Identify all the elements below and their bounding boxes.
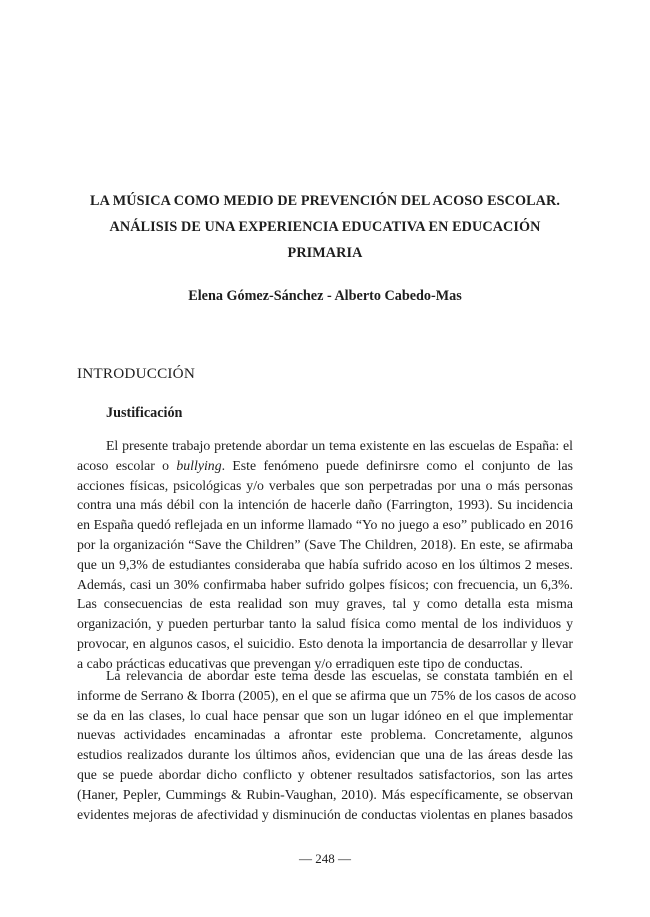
body-paragraph (77, 436, 573, 674)
subsection-heading: Justificación (106, 405, 183, 421)
paragraph-line: por la organización “Save the Children” (Save The Children, 2018). En este, se afirmaba (77, 536, 573, 552)
paragraph-line: acoso escolar o bullying. Este fenómeno puede definirsre como el conjunto de las (77, 457, 573, 473)
emphasis-text: bullying (176, 457, 222, 473)
paragraph-line: nuevas actividades encaminadas a afrontar este problema. Concretamente, algunos (77, 727, 573, 743)
paragraph-line: Además, casi un 30% confirmaba haber sufrido golpes físicos; con frecuencia, un 6,3%. (77, 576, 573, 592)
body-paragraph (77, 666, 577, 824)
page-number: — 248 — (299, 851, 351, 866)
paper-title-line: ANÁLISIS DE UNA EXPERIENCIA EDUCATIVA EN EDUCACIÓN (109, 219, 541, 235)
paragraph-line: acciones físicas, psicológicas y/o verbales que son perpetradas por una o más personas (77, 477, 573, 493)
paper-title-line: LA MÚSICA COMO MEDIO DE PREVENCIÓN DEL ACOSO ESCOLAR. (90, 193, 560, 209)
paragraph-line: a cabo prácticas educativas que prevengan y/o erradiquen este tipo de conductas. (77, 655, 523, 671)
paper-title (60, 188, 590, 266)
paragraph-line: Las consecuencias de esta realidad son muy graves, tal y como detalla esta misma (77, 596, 573, 612)
paragraph-line: que se puede abordar dicho conflicto y obtener resultados satisfactorios, son las artes (77, 766, 573, 782)
paragraph-line: informe de Serrano & Iborra (2005), en el que se afirma que un 75% de los casos de acoso (77, 687, 577, 703)
paragraph-line: en España quedó reflejada en un informe llamado “Yo no juego a eso” publicado en 2016 (77, 517, 573, 533)
paragraph-line: El presente trabajo pretende abordar un tema existente en las escuelas de España: el (106, 438, 573, 453)
paragraph-line: se da en las clases, lo cual hace pensar que son un lugar idóneo en el que implementar (77, 707, 573, 723)
paragraph-line: evidentes mejoras de afectividad y disminución de conductas violentas en planes basados (77, 806, 573, 822)
paper-authors: Elena Gómez-Sánchez - Alberto Cabedo-Mas (188, 288, 462, 304)
paper-title-line: PRIMARIA (287, 245, 363, 261)
paragraph-line: contra una más débil con la intención de hacerle daño (Farrington, 1993). Su incidencia (77, 497, 573, 513)
paragraph-line: organización, y pueden perturbar tanto la salud física como mental de los individuos y (77, 616, 573, 632)
paragraph-line: estudios realizados durante los últimos años, evidencian que una de las áreas desde las (77, 747, 573, 763)
paragraph-line: provocar, en algunos casos, el suicidio. Esto denota la importancia de desarrollar y llevar (77, 635, 573, 651)
paragraph-line: (Haner, Pepler, Cummings & Rubin-Vaughan, 2010). Más específicamente, se observan (77, 786, 573, 802)
section-heading: INTRODUCCIÓN (77, 365, 195, 382)
paragraph-line: La relevancia de abordar este tema desde las escuelas, se constata también en el (106, 668, 573, 683)
paragraph-line: que un 9,3% de estudiantes consideraba que había sufrido acoso en los últimos 2 meses. (77, 556, 573, 572)
